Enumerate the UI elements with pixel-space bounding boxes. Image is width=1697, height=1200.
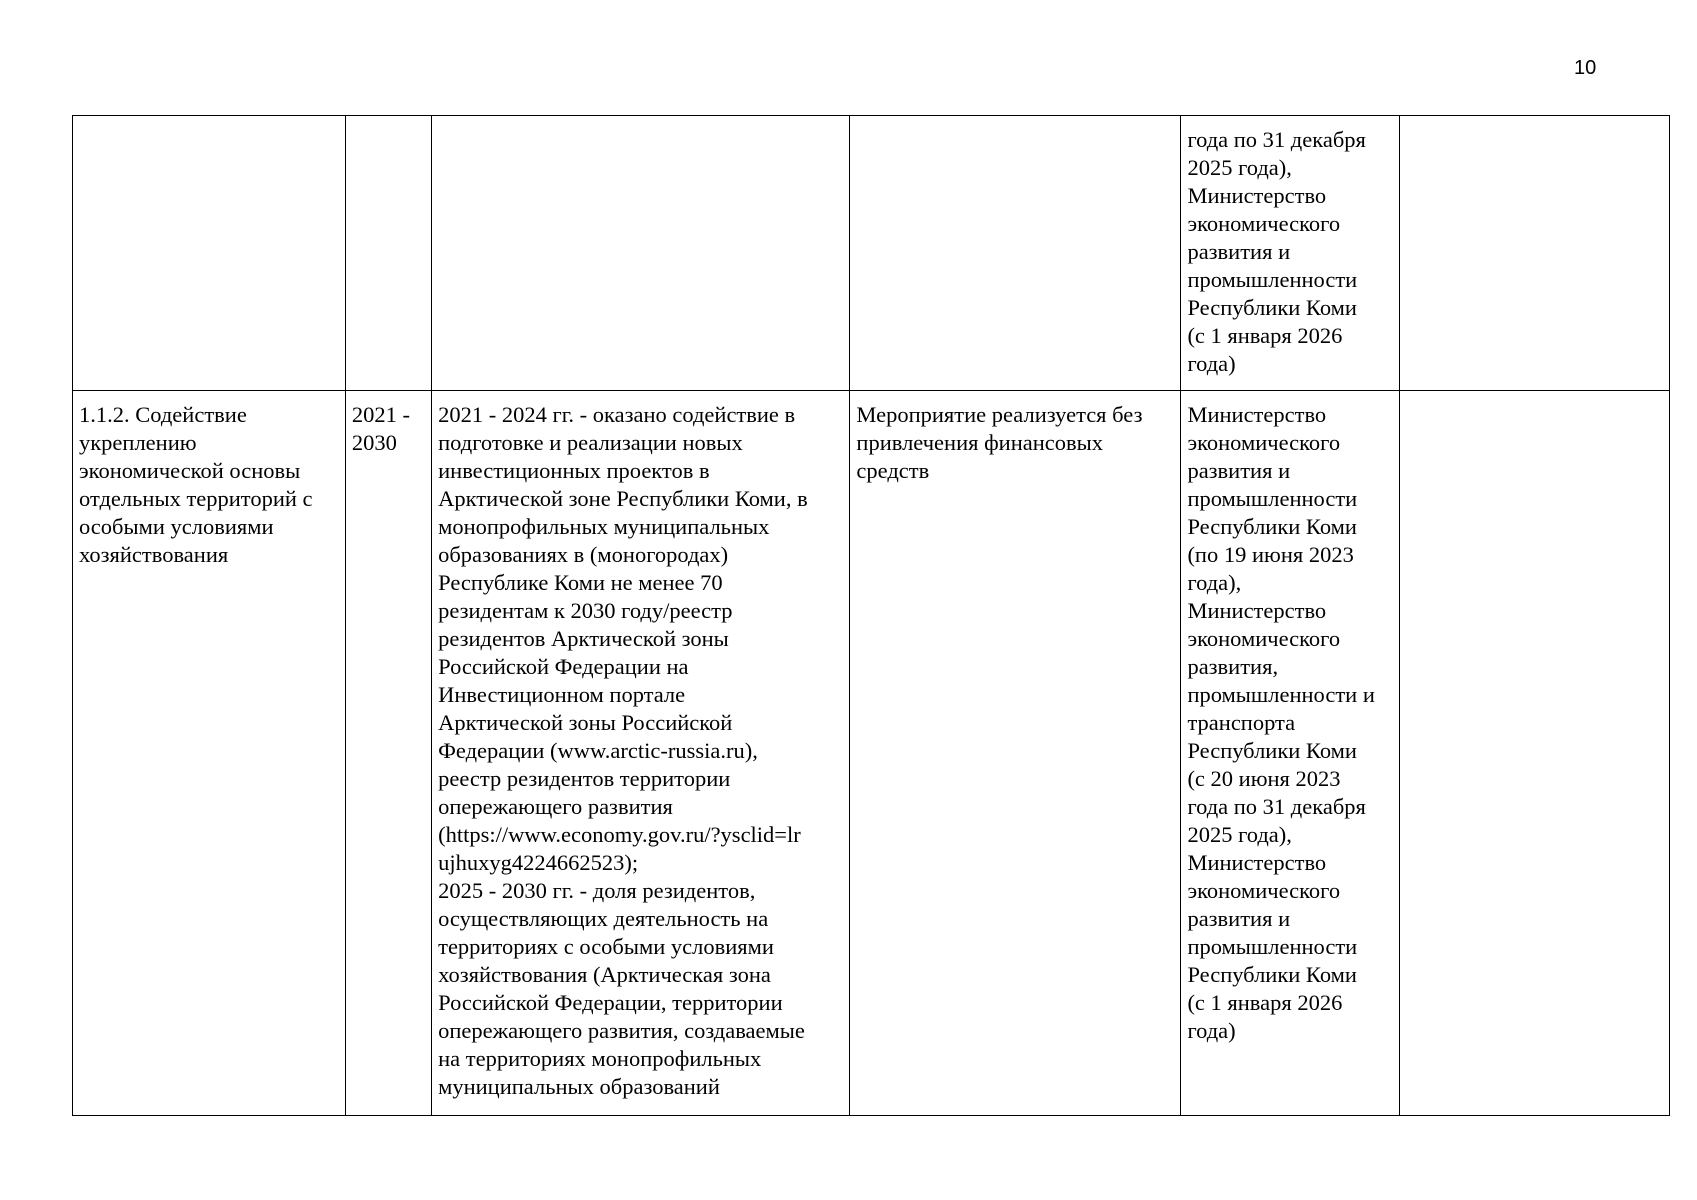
measure-cell: [73, 116, 346, 391]
period-cell: 2021 - 2030: [345, 391, 431, 1116]
measures-table: [72, 115, 1670, 1116]
financing-cell: [850, 116, 1181, 391]
table-row: [73, 391, 1670, 1116]
period-cell: [345, 116, 431, 391]
result-cell: 2021 - 2024 гг. - оказано содействие в подготовке и реализации новых инвестиционных проектов в Арктической зоне Республики Коми, в монопрофильных муниципальных образованиях в (моногородах) Республике Коми не менее 70 резидентам к 2030 году/реестр резидентов Арктической зоны Российской Федерации на Инвестиционном портале Арктической зоны Российской Федерации (www.arctic-russia.ru), реестр резидентов территории опережающего развития (https://www.economy.gov.ru/?ysclid=lr ujhuxyg4224662523); 2025 - 2030 гг. - доля резидентов, осуществляющих деятельность на территориях с особыми условиями хозяйствования (Арктическая зона Российской Федерации, территории опережающего развития, создаваемые на территориях монопрофильных муниципальных образований: [432, 391, 850, 1116]
table-row: [73, 116, 1670, 391]
note-cell: [1400, 116, 1670, 391]
page-number: 10: [1574, 57, 1597, 79]
note-cell: [1400, 391, 1670, 1116]
result-cell: [432, 116, 850, 391]
executor-cell: года по 31 декабря 2025 года), Министерство экономического развития и промышленности Республики Коми (с 1 января 2026 года): [1181, 116, 1400, 391]
executor-cell: Министерство экономического развития и промышленности Республики Коми (по 19 июня 2023 года), Министерство экономического развития, промышленности и транспорта Республики Коми (с 20 июня 2023 года по 31 декабря 2025 года), Министерство экономического развития и промышленности Республики Коми (с 1 января 2026 года): [1181, 391, 1400, 1116]
financing-cell: Мероприятие реализуется без привлечения финансовых средств: [850, 391, 1181, 1116]
measure-cell: 1.1.2. Содействие укреплению экономической основы отдельных территорий с особыми условиями хозяйствования: [73, 391, 346, 1116]
